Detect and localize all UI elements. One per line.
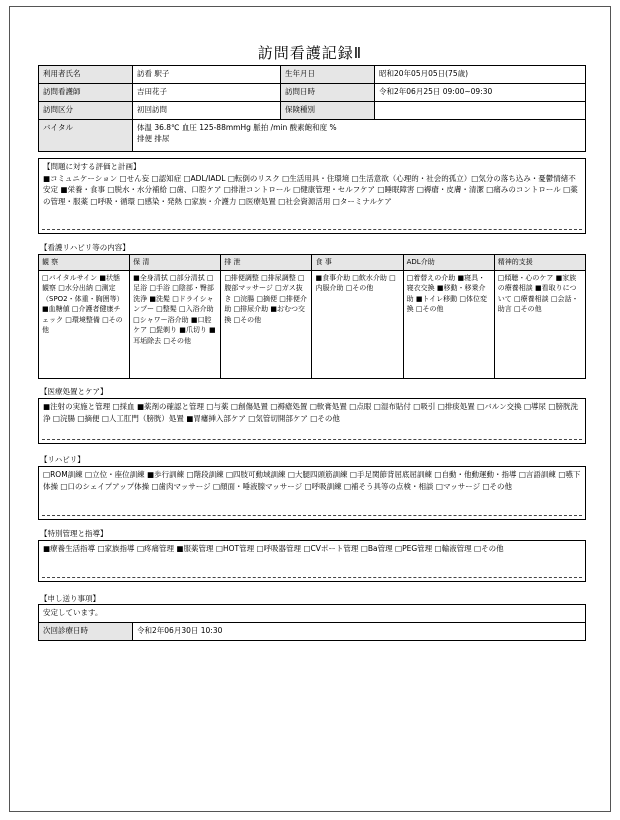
col-meal-title: 食 事 xyxy=(312,255,403,271)
medical-text: ■注射の実施と管理 □採血 ■薬剤の確認と管理 □与薬 □創傷処置 □褥瘡処置 □軟膏処置 □点眼 □湿布貼付 □吸引 □排痰処置 □バルン交換 □導尿 □膀胱洗浄 □浣腸 □摘便 □人工肛門（膀胱）処置 ■胃瘻挿入部ケア □気管切開部ケア □その他 xyxy=(43,402,579,423)
vitals-value xyxy=(133,120,586,152)
nursing-heading: 【看護リハビリ等の内容】 xyxy=(40,243,130,252)
special-heading: 【特別管理と指導】 xyxy=(40,529,108,538)
col-hygiene-items: ■全身清拭 □部分清拭 □足浴 □手浴 □陰部・臀部洗浄 ■洗髪 □ドライシャンプー □整髪 □入浴介助 □シャワー浴介助 ■口腔ケア □髭剃り ■爪切り ■耳垢除去 □その他 xyxy=(130,270,221,378)
nurse-value: 吉田花子 xyxy=(133,84,281,102)
patient-name-value: 訪看 駅子 xyxy=(133,66,281,84)
special-section xyxy=(38,540,586,582)
vitals-line-2: 排便 排尿 xyxy=(137,134,170,143)
col-mental-support-items: □傾聴・心のケア ■家族の療養相談 ■看取りについて □療養相談 □会話・助言 □その他 xyxy=(494,270,585,378)
evaluation-section xyxy=(38,158,586,234)
evaluation-heading: 【問題に対する評価と計画】 xyxy=(43,162,141,171)
handover-text: 安定しています。 xyxy=(39,605,586,623)
col-observation-title: 観 察 xyxy=(39,255,130,271)
col-adl-title: ADL介助 xyxy=(403,255,494,271)
visit-datetime-label: 訪問日時 xyxy=(281,84,375,102)
special-text: ■療養生活指導 □家族指導 □疼痛管理 ■服薬管理 □HOT管理 □呼吸器管理 □CVポート管理 □Ba管理 □PEG管理 □輸液管理 □その他 xyxy=(43,544,504,553)
col-excretion-title: 排 泄 xyxy=(221,255,312,271)
col-excretion-items: □排便調整 □排尿調整 □腹部マッサージ □ガス抜き □浣腸 □摘便 □排便介助 □排尿介助 ■おむつ交換 □その他 xyxy=(221,270,312,378)
col-mental-support-title: 精神的支援 xyxy=(494,255,585,271)
rehab-heading: 【リハビリ】 xyxy=(40,455,85,464)
col-hygiene-title: 保 清 xyxy=(130,255,221,271)
record-sheet xyxy=(9,6,611,812)
evaluation-text: ■コミュニケーション □せん妄 □認知症 □ADL/IADL □転倒のリスク □生活用具・住環境 □生活意欲（心理的・社会的孤立）□気分の落ち込み・憂鬱情緒不安定 ■栄養・食事 □脱水・水分補給 □歯、口腔ケア □排泄コントロール □健康管理・セルフケア □睡眠障害 □褥瘡・皮膚・清潔 □痛みのコントロール □薬の管理・服薬 □呼吸・循環 □感染・発熱 □家族・介護力 □医療処置 □社会資源活用 □ターミナルケア xyxy=(43,173,578,206)
medical-section xyxy=(38,398,586,444)
col-adl-items: □着替えの介助 ■寝具・寝衣交換 ■移動・移乗介助 ■トイレ移動 □体位変換 □その他 xyxy=(403,270,494,378)
visit-type-label: 訪問区分 xyxy=(39,102,133,120)
col-observation-items: □バイタルサイン ■状態観察 □水分出納 □測定（SPO2・体重・胸囲等）■血糖値 □介護者健康チェック □環境整備 □その他 xyxy=(39,270,130,378)
patient-name-label: 利用者氏名 xyxy=(39,66,133,84)
next-visit-label: 次回診療日時 xyxy=(39,623,133,641)
handover-table xyxy=(38,604,586,641)
vitals-line-1: 体温 36.8℃ 血圧 125-88mmHg 脈拍 /min 酸素飽和度 % xyxy=(137,123,337,132)
next-visit-value: 令和2年06月30日 10:30 xyxy=(133,623,586,641)
nurse-label: 訪問看護師 xyxy=(39,84,133,102)
visit-datetime-value: 令和2年06月25日 09:00~09:30 xyxy=(375,84,586,102)
handover-heading: 【申し送り事項】 xyxy=(40,594,100,603)
insurance-type-value xyxy=(375,102,586,120)
vitals-label: バイタル xyxy=(39,120,133,152)
birth-date-value: 昭和20年05月05日(75歳) xyxy=(375,66,586,84)
rehab-section xyxy=(38,466,586,520)
insurance-type-label: 保険種別 xyxy=(281,102,375,120)
rehab-text: □ROM訓練 □立位・座位訓練 ■歩行訓練 □階段訓練 □四肢可動域訓練 □大腿四頭筋訓練 □手足関節背屈底屈訓練 □自動・他動運動・指導 □言語訓練 □嚥下体操 □口のシェイプアップ体操 □歯肉マッサージ □顔面・唾液腺マッサージ □呼吸訓練 □補そう具等の点検・相談 □マッサージ □その他 xyxy=(43,470,581,491)
patient-info-table xyxy=(38,65,586,152)
page-title: 訪問看護記録Ⅱ xyxy=(257,44,363,62)
nursing-content-table xyxy=(38,254,586,379)
col-meal-items: ■食事介助 □飲水介助 □内服介助 □その他 xyxy=(312,270,403,378)
birth-date-label: 生年月日 xyxy=(281,66,375,84)
medical-heading: 【医療処置とケア】 xyxy=(40,387,108,396)
visit-type-value: 初回訪問 xyxy=(133,102,281,120)
